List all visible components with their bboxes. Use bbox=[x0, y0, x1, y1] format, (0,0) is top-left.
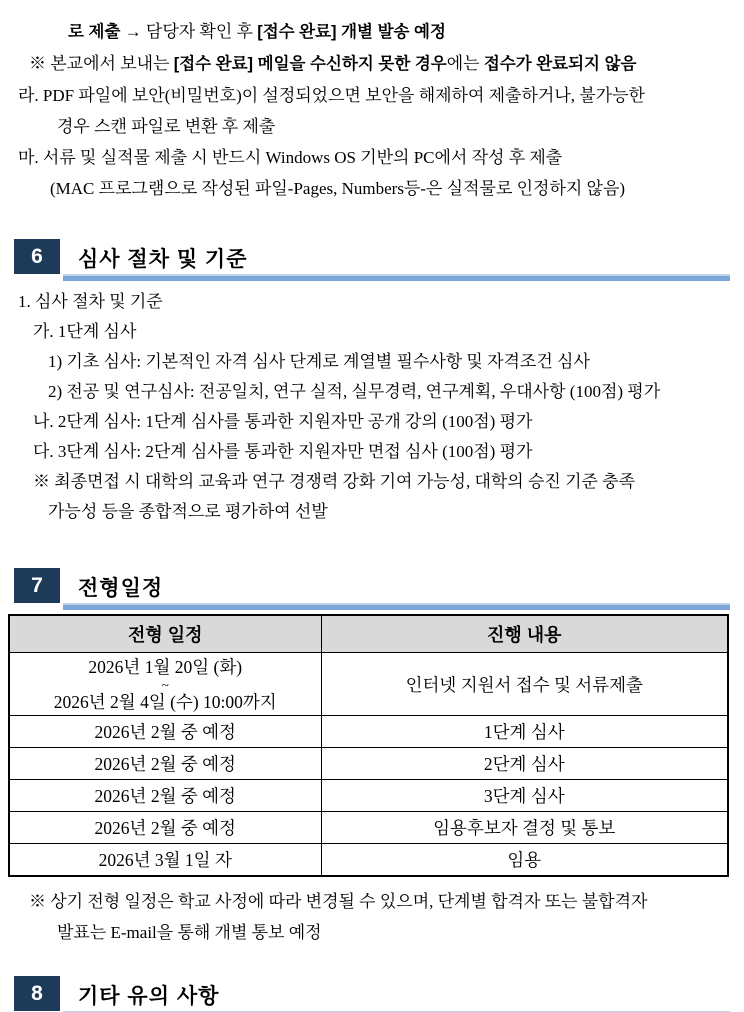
schedule-cell bbox=[9, 653, 321, 716]
intro-line-3: 라. PDF 파일에 보안(비밀번호)이 설정되었으면 보안을 해제하여 제출하거나, 불가능한 bbox=[18, 86, 645, 105]
review-item: 가. 1단계 심사 bbox=[33, 322, 137, 341]
schedule-tilde: ~ bbox=[161, 676, 169, 692]
footnote-line-1: ※ 상기 전형 일정은 학교 사정에 따라 변경될 수 있으며, 단계별 합격자 또는 불합격자 bbox=[29, 892, 648, 911]
section-7-header bbox=[0, 568, 744, 612]
table-row bbox=[9, 716, 728, 748]
intro-line-2-bold-2: 접수가 완료되지 않음 bbox=[483, 55, 637, 73]
review-item: ※ 최종면접 시 대학의 교육과 연구 경쟁력 강화 기여 가능성, 대학의 승진 기준 충족 bbox=[33, 472, 636, 491]
section-6-number-badge: 6 bbox=[14, 239, 60, 274]
content-cell: 임용 bbox=[321, 844, 728, 877]
section-8-title: 기타 유의 사항 bbox=[78, 985, 220, 1008]
schedule-date-end: 2026년 2월 4일 (수) 10:00까지 bbox=[53, 691, 277, 712]
footnote-line-2: 발표는 E-mail을 통해 개별 통보 예정 bbox=[57, 923, 322, 942]
review-item: 다. 3단계 심사: 2단계 심사를 통과한 지원자만 면접 심사 (100점) 평가 bbox=[33, 442, 533, 461]
table-row bbox=[9, 653, 728, 716]
section-7-title: 전형일정 bbox=[78, 577, 164, 600]
intro-line-1-bold-2: [접수 완료] 개별 발송 예정 bbox=[257, 23, 446, 41]
schedule-cell: 2026년 3월 1일 자 bbox=[9, 844, 321, 877]
table-row bbox=[9, 780, 728, 812]
section-7-underline bbox=[63, 603, 730, 610]
intro-line-2-bold-1: [접수 완료] 메일을 수신하지 못한 경우 bbox=[173, 55, 447, 73]
section-6-underline bbox=[63, 274, 730, 281]
table-header-row bbox=[9, 615, 728, 653]
intro-line-4: 경우 스캔 파일로 변환 후 제출 bbox=[57, 117, 276, 136]
schedule-cell: 2026년 2월 중 예정 bbox=[9, 812, 321, 844]
section-8-header bbox=[0, 976, 744, 1012]
review-item: 나. 2단계 심사: 1단계 심사를 통과한 지원자만 공개 강의 (100점) 평가 bbox=[33, 412, 533, 431]
table-row bbox=[9, 748, 728, 780]
intro-line-1-bold-1: 로 제출 bbox=[68, 23, 121, 41]
intro-line-2-regular-1: ※ 본교에서 보내는 bbox=[29, 54, 174, 73]
content-column-header: 진행 내용 bbox=[321, 615, 728, 653]
section-6-header bbox=[0, 239, 744, 283]
content-cell: 1단계 심사 bbox=[321, 716, 728, 748]
schedule-column-header: 전형 일정 bbox=[9, 615, 321, 653]
intro-line-1-regular-1: → 담당자 확인 후 bbox=[120, 22, 258, 41]
table-row bbox=[9, 812, 728, 844]
review-item: 가능성 등을 종합적으로 평가하여 선발 bbox=[48, 502, 328, 521]
section-8-number-badge: 8 bbox=[14, 976, 60, 1011]
schedule-cell: 2026년 2월 중 예정 bbox=[9, 748, 321, 780]
content-cell: 3단계 심사 bbox=[321, 780, 728, 812]
review-item: 1) 기초 심사: 기본적인 자격 심사 단계로 계열별 필수사항 및 자격조건 심사 bbox=[48, 352, 590, 371]
schedule-cell: 2026년 2월 중 예정 bbox=[9, 716, 321, 748]
content-cell: 인터넷 지원서 접수 및 서류제출 bbox=[321, 653, 728, 716]
intro-line-2-regular-2: 에는 bbox=[446, 54, 484, 73]
review-item: 2) 전공 및 연구심사: 전공일치, 연구 실적, 실무경력, 연구계획, 우대사항 (100점) 평가 bbox=[48, 382, 661, 401]
review-item: 1. 심사 절차 및 기준 bbox=[18, 292, 163, 311]
section-7-number-badge: 7 bbox=[14, 568, 60, 603]
intro-line-6: (MAC 프로그램으로 작성된 파일-Pages, Numbers등-은 실적물로 인정하지 않음) bbox=[50, 179, 626, 198]
intro-line-1 bbox=[0, 16, 744, 48]
intro-line-5: 마. 서류 및 실적물 제출 시 반드시 Windows OS 기반의 PC에서 작성 후 제출 bbox=[18, 148, 563, 167]
schedule-cell: 2026년 2월 중 예정 bbox=[9, 780, 321, 812]
section-6-title: 심사 절차 및 기준 bbox=[78, 248, 248, 271]
intro-line-2 bbox=[0, 48, 744, 80]
table-row bbox=[9, 844, 728, 877]
schedule-table bbox=[8, 614, 729, 877]
submission-notes-block bbox=[0, 0, 744, 204]
content-cell: 임용후보자 결정 및 통보 bbox=[321, 812, 728, 844]
section-6-body bbox=[0, 287, 744, 527]
schedule-date-start: 2026년 1월 20일 (화) bbox=[88, 656, 243, 677]
content-cell: 2단계 심사 bbox=[321, 748, 728, 780]
schedule-footnote bbox=[0, 886, 744, 948]
